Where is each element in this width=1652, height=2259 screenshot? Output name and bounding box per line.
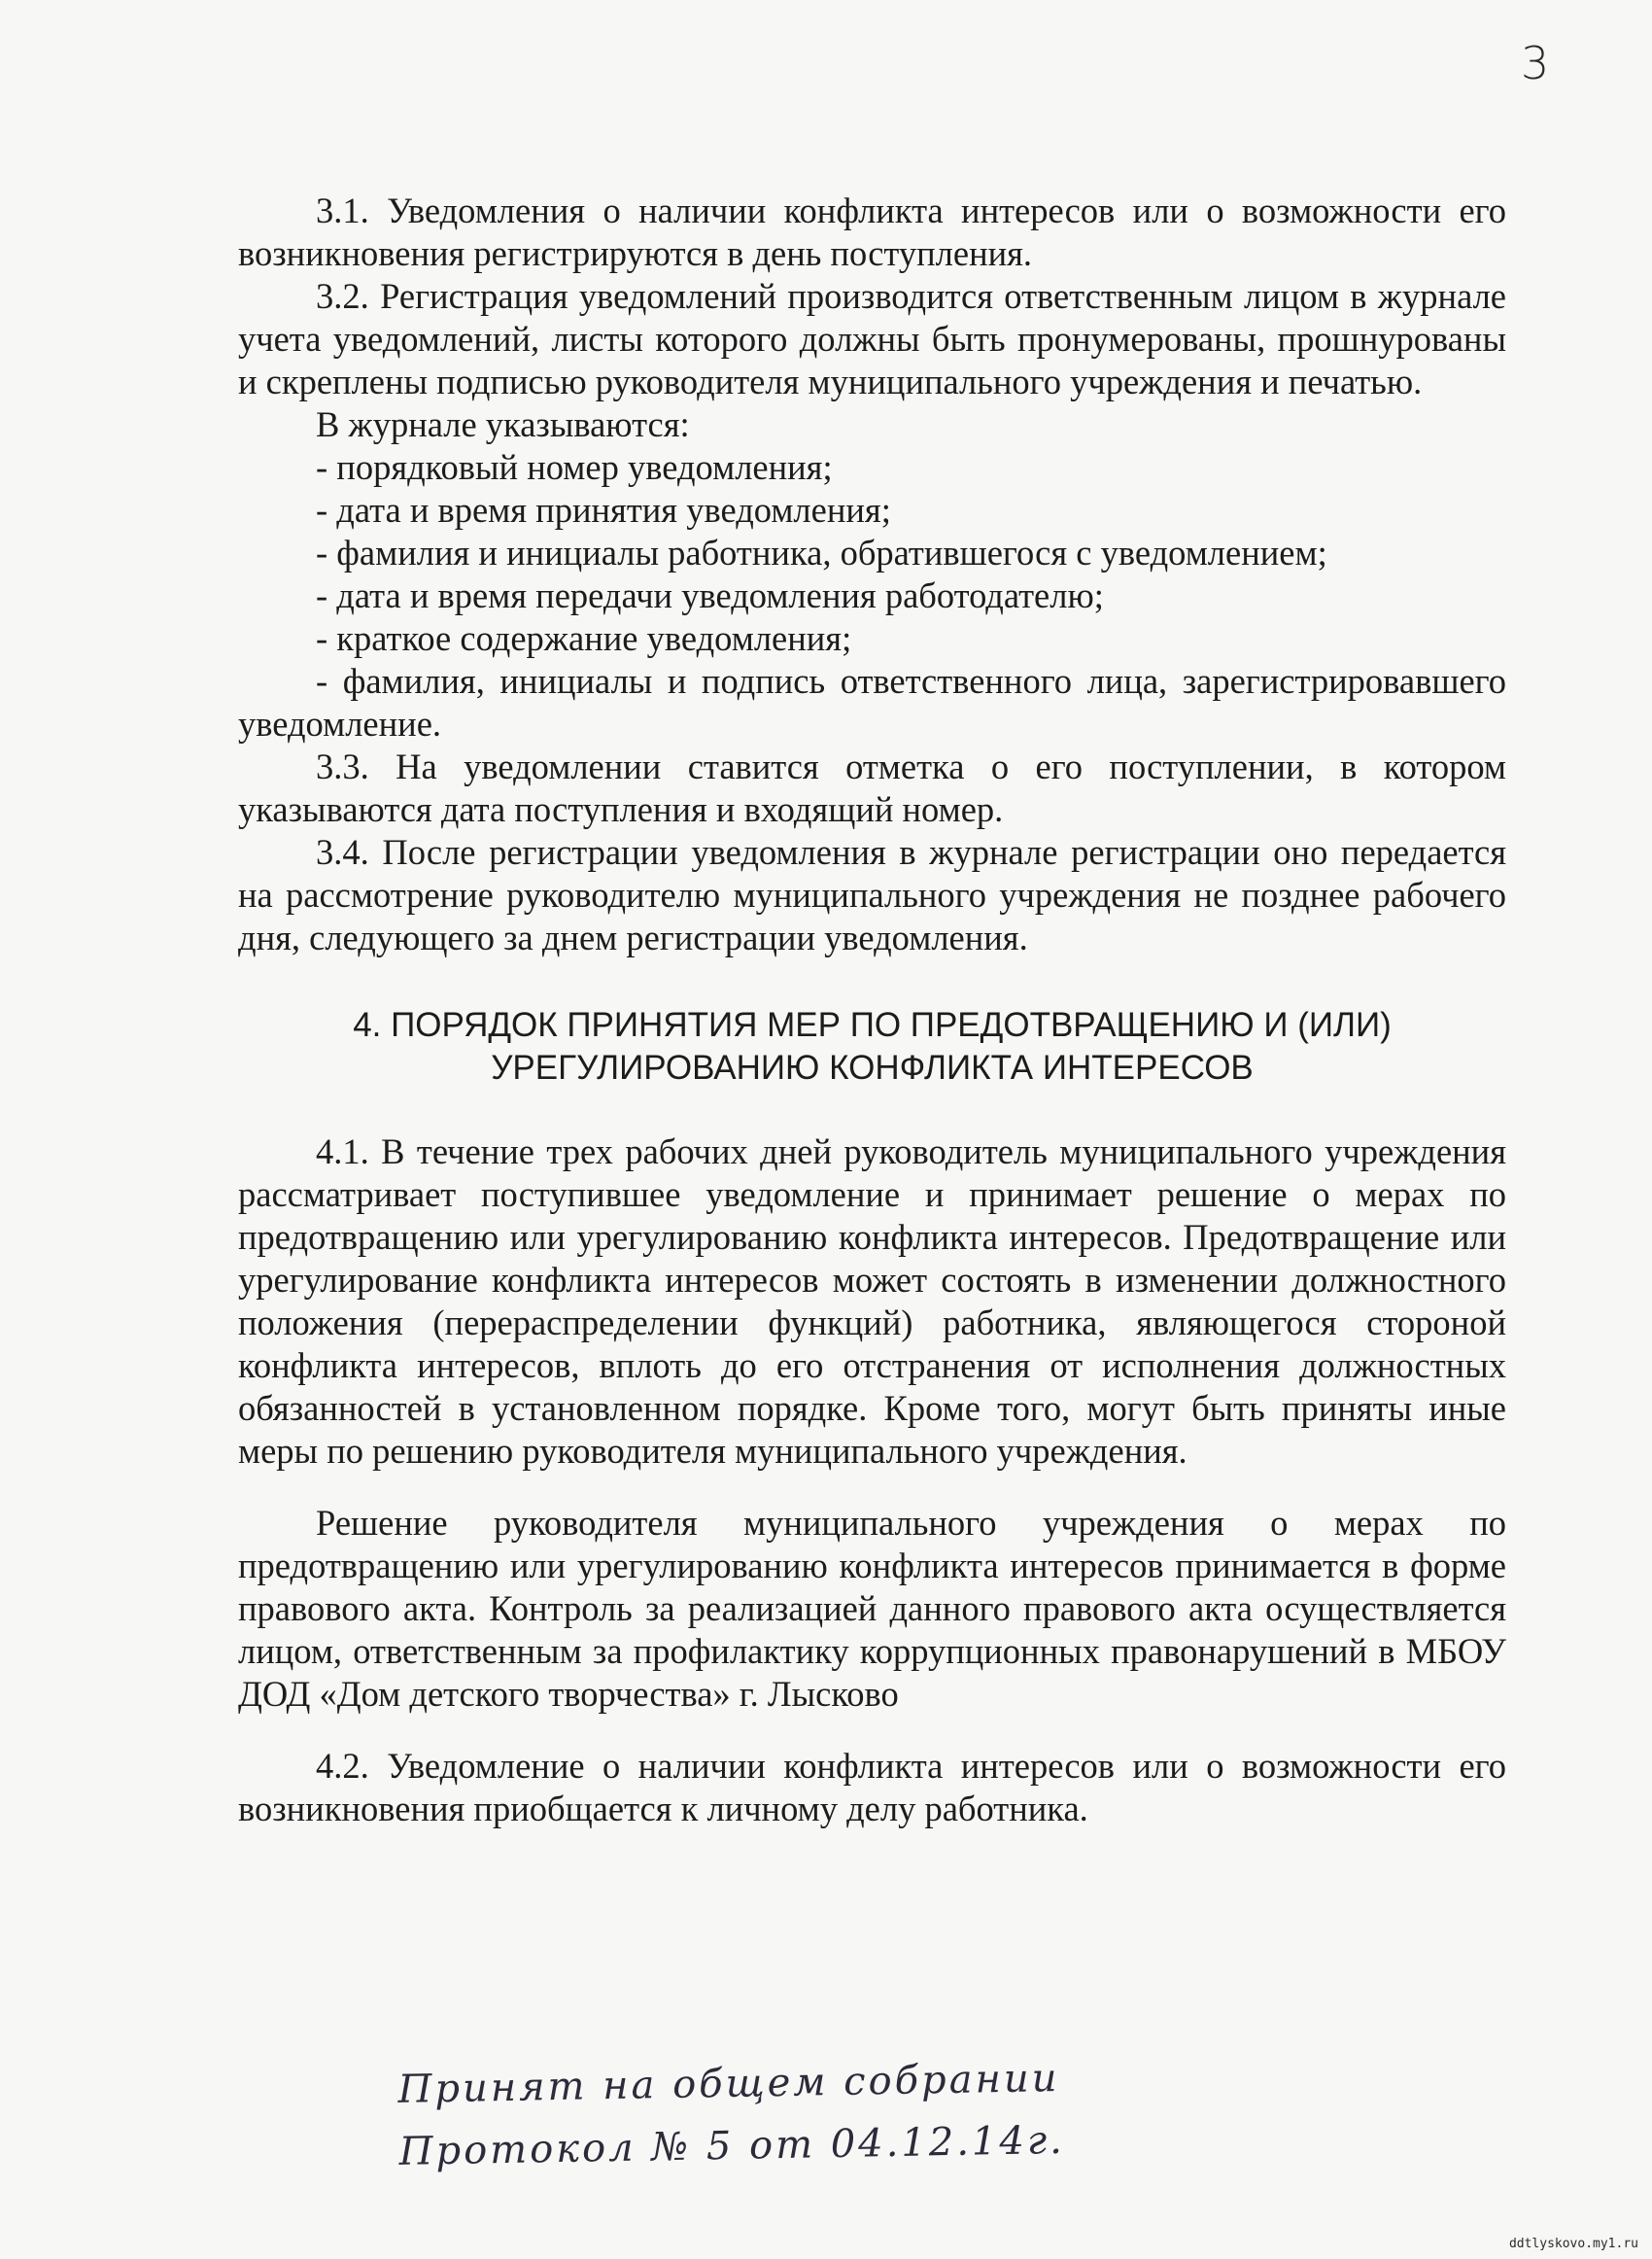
paragraph-3-3: 3.3. На уведомлении ставится отметка о его поступлении, в котором указываются дата поступления и входящий номер. <box>238 747 1506 829</box>
list-item: - порядковый номер уведомления; <box>316 447 833 487</box>
list-item: - фамилия, инициалы и подпись ответственного лица, зарегистрировавшего уведомление. <box>238 661 1506 744</box>
handwritten-approval-note <box>397 2043 1274 2183</box>
paragraph-gap <box>238 1473 1506 1502</box>
list-item: - дата и время передачи уведомления работодателю; <box>316 575 1104 615</box>
paragraph-4-1: 4.1. В течение трех рабочих дней руководитель муниципального учреждения рассматривает поступившее уведомление и принимает решение о мерах по предотвращению или урегулированию конфликта интересов. Предотвращение или урегулирование конфликта интересов может состоять в изменении должностного положения (перераспределении функций) работника, являющегося стороной конфликта интересов, вплоть до его отстранения от исполнения должностных обязанностей в установленном порядке. Кроме того, могут быть приняты иные меры по решению руководителя муниципального учреждения. <box>238 1131 1506 1471</box>
section-4-heading-line2: УРЕГУЛИРОВАНИЮ КОНФЛИКТА ИНТЕРЕСОВ <box>491 1049 1254 1087</box>
page-number: 3 <box>1521 37 1550 89</box>
section-4-heading <box>238 1004 1506 1090</box>
paragraph-gap <box>238 1716 1506 1745</box>
journal-items-list <box>238 446 1506 746</box>
paragraph-4-1-decision: Решение руководителя муниципального учреждения о мерах по предотвращению или урегулированию конфликта интересов принимается в форме правового акта. Контроль за реализацией данного правового акта осуществляется лицом, ответственным за профилактику коррупционных правонарушений в МБОУ ДОД «Дом детского творчества» г. Лысково <box>238 1503 1506 1714</box>
site-watermark: ddtlyskovo.my1.ru <box>1508 2237 1638 2251</box>
paragraph-3-2: 3.2. Регистрация уведомлений производится ответственным лицом в журнале учета уведомлений, листы которого должны быть пронумерованы, прошнурованы и скреплены подписью руководителя муниципального учреждения и печатью. <box>238 276 1506 401</box>
paragraph-3-1: 3.1. Уведомления о наличии конфликта интересов или о возможности его возникновения регистрируются в день поступления. <box>238 191 1506 273</box>
section-4-heading-line1: 4. ПОРЯДОК ПРИНЯТИЯ МЕР ПО ПРЕДОТВРАЩЕНИЮ И (ИЛИ) <box>353 1006 1392 1044</box>
paragraph-4-2: 4.2. Уведомление о наличии конфликта интересов или о возможности его возникновения приобщается к личному делу работника. <box>238 1746 1506 1828</box>
document-body <box>238 190 1506 1830</box>
journal-intro: В журнале указываются: <box>316 404 690 444</box>
handwritten-line-2: Протокол № 5 от 04.12.14г. <box>398 2117 1066 2174</box>
list-item: - фамилия и инициалы работника, обратившегося с уведомлением; <box>316 533 1327 573</box>
paragraph-3-4: 3.4. После регистрации уведомления в журнале регистрации оно передается на рассмотрение руководителю муниципального учреждения не позднее рабочего дня, следующего за днем регистрации уведомления. <box>238 832 1506 957</box>
handwritten-line-1: Принят на общем собрании <box>397 2055 1060 2112</box>
list-item: - краткое содержание уведомления; <box>316 618 852 658</box>
list-item: - дата и время принятия уведомления; <box>316 490 891 530</box>
